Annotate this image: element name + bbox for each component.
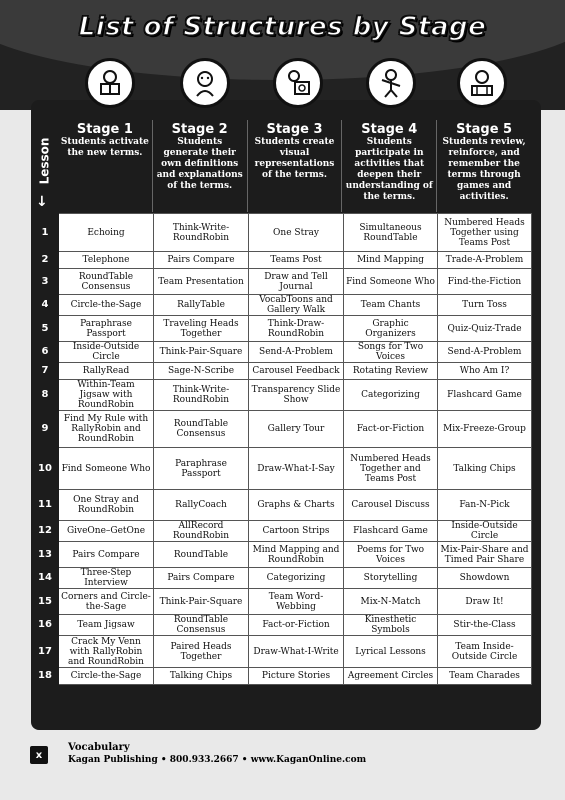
structure-cell: Poems for Two Voices [344, 542, 438, 568]
stage-description: Students review, reinforce, and remember the terms through games and activities. [442, 137, 526, 202]
structure-cell: One Stray and RoundRobin [59, 490, 154, 521]
structure-cell: Simultaneous RoundTable [344, 214, 438, 252]
structure-cell: Draw and Tell Journal [249, 269, 344, 295]
structure-cell: Cartoon Strips [249, 521, 344, 542]
structure-cell: Team Presentation [154, 269, 249, 295]
structure-cell: Teams Post [249, 252, 344, 269]
structure-cell: Gallery Tour [249, 411, 344, 448]
stage-description: Students create visual representations of the terms. [254, 137, 335, 180]
table-row [32, 615, 532, 636]
lesson-number: 4 [32, 295, 59, 316]
footer-book-title: Vocabulary [68, 742, 130, 753]
structure-cell: Find Someone Who [59, 448, 154, 490]
structure-cell: Kinesthetic Symbols [344, 615, 438, 636]
structure-cell: VocabToons and Gallery Walk [249, 295, 344, 316]
lesson-number: 15 [32, 589, 59, 615]
lesson-number: 1 [32, 214, 59, 252]
page-title: List of Structures by Stage [78, 12, 487, 42]
structure-cell: Picture Stories [249, 668, 344, 685]
structure-cell: Carousel Discuss [344, 490, 438, 521]
structure-cell: Carousel Feedback [249, 363, 344, 380]
table-row [32, 214, 532, 252]
lesson-number: 6 [32, 342, 59, 363]
structure-cell: Flashcard Game [344, 521, 438, 542]
structure-cell: Mind Mapping and RoundRobin [249, 542, 344, 568]
table-row [32, 295, 532, 316]
structure-cell: Find-the-Fiction [438, 269, 532, 295]
structure-cell: Songs for Two Voices [344, 342, 438, 363]
structure-cell: Send-A-Problem [438, 342, 532, 363]
structure-cell: Paraphrase Passport [154, 448, 249, 490]
table-row [32, 568, 532, 589]
structure-cell: Talking Chips [154, 668, 249, 685]
stage-header [58, 120, 152, 212]
structure-cell: Circle-the-Sage [59, 295, 154, 316]
structure-cell: One Stray [249, 214, 344, 252]
lesson-number: 12 [32, 521, 59, 542]
structure-cell: Draw-What-I-Say [249, 448, 344, 490]
structure-cell: Draw It! [438, 589, 532, 615]
stage-header [436, 120, 531, 212]
structure-cell: Echoing [59, 214, 154, 252]
stage-header [341, 120, 436, 212]
lesson-number: 13 [32, 542, 59, 568]
lesson-number: 7 [32, 363, 59, 380]
structure-cell: Mix-Freeze-Group [438, 411, 532, 448]
structure-cell: Team Chants [344, 295, 438, 316]
table-row [32, 448, 532, 490]
table-body [32, 214, 532, 685]
structure-cell: RallyRead [59, 363, 154, 380]
table-row [32, 252, 532, 269]
game-student-icon [457, 58, 507, 108]
structure-cell: Graphic Organizers [344, 316, 438, 342]
table-row [32, 342, 532, 363]
structure-cell: Trade-A-Problem [438, 252, 532, 269]
drawing-student-icon [273, 58, 323, 108]
structure-cell: Telephone [59, 252, 154, 269]
structure-cell: Graphs & Charts [249, 490, 344, 521]
reading-student-icon [85, 58, 135, 108]
lesson-number: 3 [32, 269, 59, 295]
stage-headers [58, 120, 531, 212]
structure-cell: Agreement Circles [344, 668, 438, 685]
page-footer [0, 738, 565, 800]
structure-cell: Quiz-Quiz-Trade [438, 316, 532, 342]
structure-cell: Mix-Pair-Share and Timed Pair Share [438, 542, 532, 568]
structure-cell: Crack My Venn with RallyRobin and RoundRobin [59, 636, 154, 668]
structure-cell: Mind Mapping [344, 252, 438, 269]
structure-cell: Inside-Outside Circle [59, 342, 154, 363]
structure-cell: Three-Step Interview [59, 568, 154, 589]
table-row [32, 668, 532, 685]
lesson-number: 10 [32, 448, 59, 490]
table-row [32, 411, 532, 448]
thinking-student-icon [180, 58, 230, 108]
lesson-number: 14 [32, 568, 59, 589]
structure-cell: Lyrical Lessons [344, 636, 438, 668]
structure-cell: RoundTable Consensus [59, 269, 154, 295]
structure-cell: Pairs Compare [59, 542, 154, 568]
structure-cell: Fact-or-Fiction [249, 615, 344, 636]
structure-cell: RallyTable [154, 295, 249, 316]
structure-cell: Transparency Slide Show [249, 380, 344, 411]
lesson-column-header [31, 132, 57, 210]
structure-cell: Team Word-Webbing [249, 589, 344, 615]
lesson-number: 5 [32, 316, 59, 342]
structure-cell: Who Am I? [438, 363, 532, 380]
stage-header [152, 120, 247, 212]
structure-cell: Pairs Compare [154, 252, 249, 269]
stage-description: Students participate in activities that deepen their understanding of the terms. [345, 137, 433, 202]
structure-cell: Within-Team Jigsaw with RoundRobin [59, 380, 154, 411]
structure-cell: Draw-What-I-Write [249, 636, 344, 668]
structure-cell: Flashcard Game [438, 380, 532, 411]
structure-cell: Fan-N-Pick [438, 490, 532, 521]
lesson-number: 2 [32, 252, 59, 269]
structure-cell: Pairs Compare [154, 568, 249, 589]
structure-cell: Numbered Heads Together using Teams Post [438, 214, 532, 252]
lesson-number: 11 [32, 490, 59, 521]
structure-cell: Storytelling [344, 568, 438, 589]
stage-header [247, 120, 342, 212]
structure-cell: Fact-or-Fiction [344, 411, 438, 448]
structure-cell: RoundTable [154, 542, 249, 568]
table-row [32, 363, 532, 380]
lesson-label: Lesson [37, 137, 52, 185]
structure-cell: Mix-N-Match [344, 589, 438, 615]
lesson-number: 16 [32, 615, 59, 636]
structure-cell: Talking Chips [438, 448, 532, 490]
structure-cell: Circle-the-Sage [59, 668, 154, 685]
lesson-number: 9 [32, 411, 59, 448]
structure-cell: Team Charades [438, 668, 532, 685]
table-row [32, 490, 532, 521]
stage-title: Stage 3 [266, 122, 323, 137]
table-row [32, 316, 532, 342]
structure-cell: Think-Write-RoundRobin [154, 214, 249, 252]
stage-icons [0, 58, 565, 118]
stage-title: Stage 5 [456, 122, 513, 137]
structure-cell: AllRecord RoundRobin [154, 521, 249, 542]
table-row [32, 269, 532, 295]
lesson-number: 17 [32, 636, 59, 668]
page-number: x [30, 746, 48, 764]
stage-description: Students generate their own definitions and explanations of the terms. [156, 137, 243, 191]
structure-cell: Send-A-Problem [249, 342, 344, 363]
structure-cell: Showdown [438, 568, 532, 589]
structure-cell: RoundTable Consensus [154, 615, 249, 636]
structure-cell: RallyCoach [154, 490, 249, 521]
structure-cell: Think-Pair-Square [154, 342, 249, 363]
structure-cell: Think-Write-RoundRobin [154, 380, 249, 411]
structure-cell: Sage-N-Scribe [154, 363, 249, 380]
structure-cell: Team Jigsaw [59, 615, 154, 636]
table-row [32, 542, 532, 568]
stage-description: Students activate the new terms. [60, 137, 149, 158]
structure-cell: Think-Pair-Square [154, 589, 249, 615]
structure-cell: Find Someone Who [344, 269, 438, 295]
structure-cell: Categorizing [249, 568, 344, 589]
structure-cell: Paraphrase Passport [59, 316, 154, 342]
structure-cell: Stir-the-Class [438, 615, 532, 636]
structure-cell: Corners and Circle-the-Sage [59, 589, 154, 615]
structure-cell: Find My Rule with RallyRobin and RoundRobin [59, 411, 154, 448]
footer-publisher: Kagan Publishing • 800.933.2667 • www.KaganOnline.com [68, 755, 367, 765]
structure-cell: GiveOne–GetOne [59, 521, 154, 542]
structure-cell: Traveling Heads Together [154, 316, 249, 342]
structure-cell: Turn Toss [438, 295, 532, 316]
structure-cell: Categorizing [344, 380, 438, 411]
stage-title: Stage 4 [361, 122, 418, 137]
down-arrow-icon: ↓ [36, 194, 48, 210]
structures-table [31, 213, 532, 685]
table-row [32, 589, 532, 615]
lesson-number: 8 [32, 380, 59, 411]
structure-cell: Paired Heads Together [154, 636, 249, 668]
table-row [32, 380, 532, 411]
lesson-number: 18 [32, 668, 59, 685]
table-row [32, 636, 532, 668]
structure-cell: Inside-Outside Circle [438, 521, 532, 542]
structure-cell: RoundTable Consensus [154, 411, 249, 448]
structure-cell: Rotating Review [344, 363, 438, 380]
structure-cell: Team Inside-Outside Circle [438, 636, 532, 668]
table-row [32, 521, 532, 542]
active-student-icon [366, 58, 416, 108]
stage-title: Stage 1 [76, 122, 133, 137]
stage-title: Stage 2 [171, 122, 228, 137]
structure-cell: Think-Draw-RoundRobin [249, 316, 344, 342]
structure-cell: Numbered Heads Together and Teams Post [344, 448, 438, 490]
